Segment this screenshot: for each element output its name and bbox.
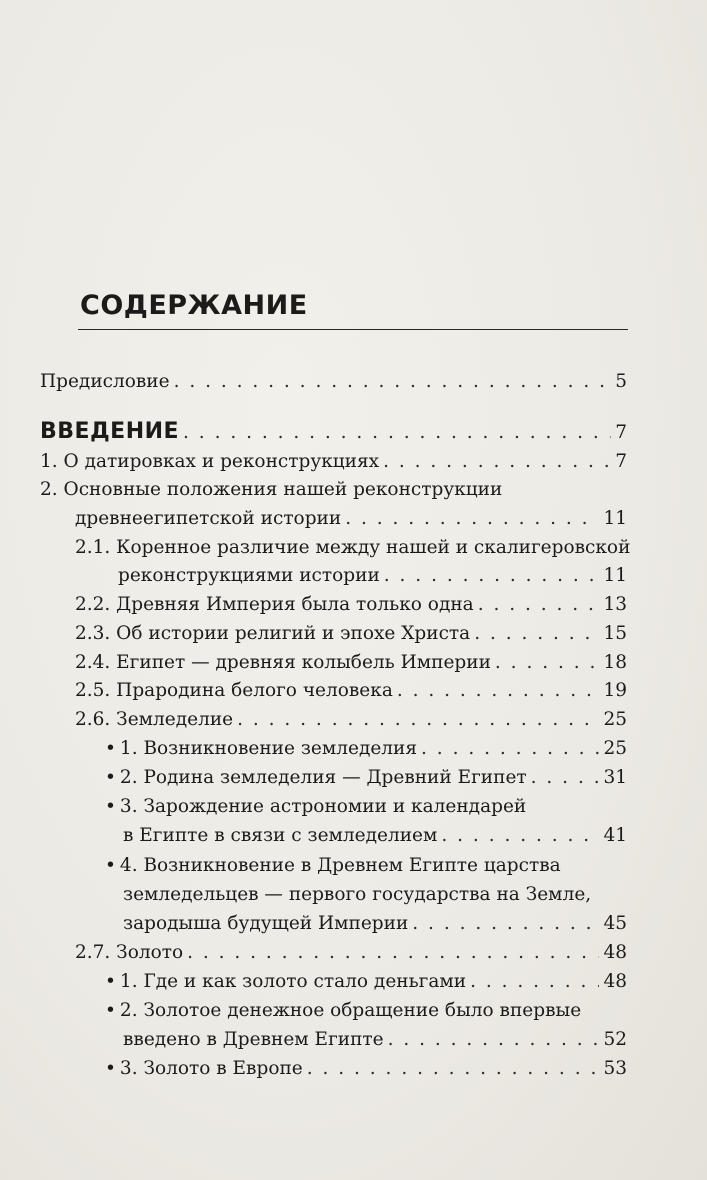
- toc-entry-2-5[interactable]: [75, 678, 627, 704]
- bullet-icon: •: [105, 1058, 116, 1079]
- bullet-icon: •: [105, 796, 116, 817]
- toc-entry-label: реконструкциями истории: [118, 565, 380, 586]
- toc-entry-page: 48: [603, 971, 627, 992]
- toc-entry-page: 31: [603, 767, 627, 788]
- toc-entry-page: 7: [615, 451, 627, 472]
- bullet-icon: •: [105, 855, 116, 876]
- toc-entry-page: 45: [603, 913, 627, 934]
- leader-dots: [345, 506, 599, 532]
- title-rule: [78, 329, 628, 330]
- toc-entry-label: 1. О датировках и реконструкциях: [40, 451, 380, 472]
- toc-entry-2-6-4-line1[interactable]: • 4. Возникновение в Древнем Египте царства: [105, 853, 561, 879]
- toc-entry-2-1-line1[interactable]: 2.1. Коренное различие между нашей и скалигеровской: [75, 537, 631, 558]
- bullet-icon: •: [105, 971, 116, 992]
- bullet-icon: •: [105, 1000, 116, 1021]
- leader-dots: [441, 823, 599, 849]
- toc-entry-2-6[interactable]: [75, 707, 627, 733]
- toc-entry-label: 2.3. Об истории религий и эпохе Христа: [75, 623, 471, 644]
- toc-entry-2-6-3-line1[interactable]: • 3. Зарождение астрономии и календарей: [105, 794, 526, 820]
- toc-entry-page: 53: [603, 1058, 627, 1079]
- toc-entry-2-4[interactable]: [75, 650, 627, 676]
- toc-entry-2-7-1[interactable]: [105, 969, 627, 995]
- toc-entry-page: 19: [603, 680, 627, 701]
- leader-dots: [412, 911, 599, 937]
- leader-dots: [384, 563, 600, 589]
- toc-entry-label: древнеегипетской истории: [75, 508, 342, 529]
- toc-entry-2[interactable]: [75, 506, 627, 532]
- leader-dots: [383, 449, 611, 475]
- toc-entry-page: 11: [603, 508, 627, 529]
- toc-entry-label: в Египте в связи с земледелием: [123, 825, 438, 846]
- toc-entry-label: 2.4. Египет — древняя колыбель Империи: [75, 652, 491, 673]
- leader-dots: [495, 650, 600, 676]
- toc-entry-label: 2.2. Древняя Империя была только одна: [75, 594, 474, 615]
- toc-entry-2-line1[interactable]: 2. Основные положения нашей реконструкции: [40, 479, 503, 500]
- toc-entry-label: 2.7. Золото: [75, 942, 184, 963]
- toc-entry-label: ВВЕДЕНИЕ: [40, 419, 180, 444]
- leader-dots: [474, 621, 599, 647]
- toc-entry-2-7-3[interactable]: [105, 1056, 627, 1082]
- toc-entry-label: • 3. Золото в Европе: [105, 1056, 303, 1082]
- leader-dots: [397, 678, 600, 704]
- toc-entry-2-6-2[interactable]: [105, 765, 627, 791]
- toc-entry-2-1[interactable]: [118, 563, 627, 589]
- leader-dots: [421, 736, 599, 762]
- toc-entry-2-6-1[interactable]: [105, 736, 627, 762]
- leader-dots: [388, 1027, 600, 1053]
- toc-entry-2-3[interactable]: [75, 621, 627, 647]
- toc-entry-page: 41: [603, 825, 627, 846]
- toc-entry-2-6-4-line2[interactable]: земледельцев — первого государства на Земле,: [123, 884, 592, 905]
- bullet-icon: •: [105, 767, 116, 788]
- toc-entry-label: 2.6. Земледелие: [75, 709, 234, 730]
- toc-entry-page: 13: [603, 594, 627, 615]
- toc-entry-label: • 2. Родина земледелия — Древний Египет: [105, 765, 527, 791]
- toc-entry-page: 25: [603, 709, 627, 730]
- toc-entry-2-7-2[interactable]: [123, 1027, 627, 1053]
- toc-entry-label: введено в Древнем Египте: [123, 1029, 384, 1050]
- toc-entry-label: зародыша будущей Империи: [123, 913, 409, 934]
- leader-dots: [531, 765, 600, 791]
- leader-dots: [478, 592, 600, 618]
- toc-entry-preface[interactable]: [40, 369, 627, 395]
- toc-entry-2-7[interactable]: [75, 940, 627, 966]
- leader-dots: [174, 369, 612, 395]
- toc-entry-introduction[interactable]: [40, 419, 627, 446]
- toc-entry-label: • 1. Возникновение земледелия: [105, 736, 417, 762]
- toc-entry-2-6-3[interactable]: [123, 823, 627, 849]
- toc-entry-label: 2.5. Прародина белого человека: [75, 680, 393, 701]
- toc-entry-2-6-4[interactable]: [123, 911, 627, 937]
- toc-entry-2-2[interactable]: [75, 592, 627, 618]
- toc-entry-page: 25: [603, 738, 627, 759]
- toc-entry-page: 52: [603, 1029, 627, 1050]
- toc-entry-1[interactable]: [40, 449, 627, 475]
- leader-dots: [183, 420, 611, 446]
- leader-dots: [307, 1056, 600, 1082]
- toc-entry-page: 18: [603, 652, 627, 673]
- leader-dots: [187, 940, 599, 966]
- toc-entry-2-7-2-line1[interactable]: • 2. Золотое денежное обращение было впервые: [105, 998, 581, 1024]
- leader-dots: [470, 969, 599, 995]
- toc-entry-page: 11: [603, 565, 627, 586]
- toc-title: СОДЕРЖАНИЕ: [80, 290, 308, 321]
- toc-entry-page: 5: [615, 371, 627, 392]
- leader-dots: [237, 707, 599, 733]
- toc-entry-page: 48: [603, 942, 627, 963]
- bullet-icon: •: [105, 738, 116, 759]
- toc-entry-page: 15: [603, 623, 627, 644]
- toc-entry-page: 7: [615, 422, 627, 443]
- toc-entry-label: • 1. Где и как золото стало деньгами: [105, 969, 466, 995]
- toc-entry-label: Предисловие: [40, 371, 170, 392]
